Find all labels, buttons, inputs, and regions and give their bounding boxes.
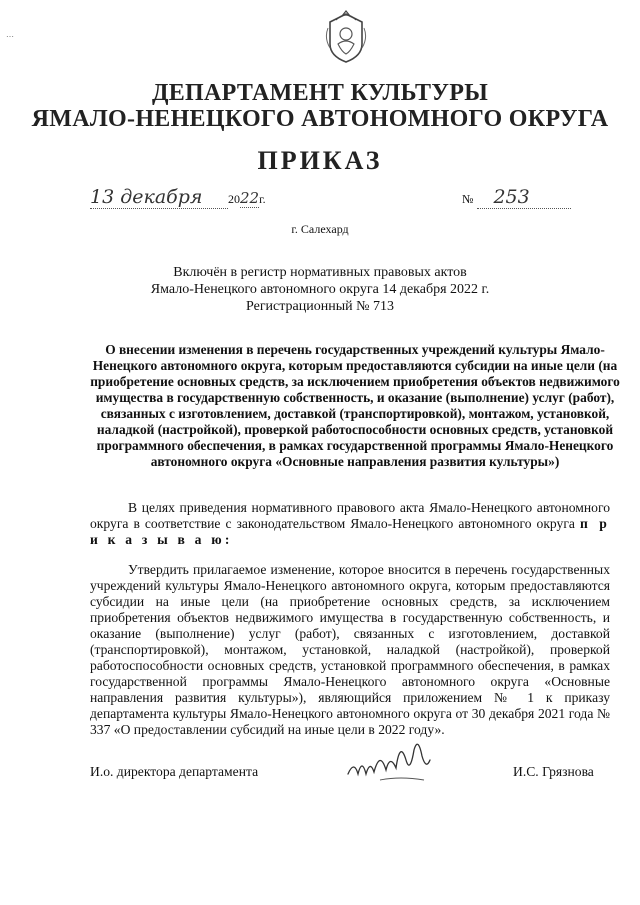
margin-mark: … [6,30,14,39]
number-handwritten: 253 [477,186,571,209]
registration-line-2: Ямало-Ненецкого автономного округа 14 декабря 2022 г. [150,282,490,297]
year-suffix: г. [259,192,266,206]
date-handwritten: 13 декабря [90,186,228,209]
main-paragraph: Утвердить прилагаемое изменение, которое вносится в перечень государственных учреждений культуры Ямало-Ненецкого автономного округа, которым предоставляются субсидии на иные цели (на приобретение основных средств, за исключением приобретения объектов недвижимого имущества в государственную собственность, и оказание (выполнение) услуг (работ), связанных с изготовлением, доставкой (транспортировкой), монтажом, установкой, наладкой (настройкой), проверкой работоспособности основных средств, установкой программного обеспечения, в рамках государственной программы Ямало-Ненецкого автономного округа «Основные направления развития культуры»), являющийся приложением № 1 к приказу департамента культуры Ямало-Ненецкого автономного округа от 30 декабря 2021 года № 337 «О предоставлении субсидий на иные цели в 2022 году». [90,562,610,737]
order-word: п р и к а з ы в а ю: [90,516,610,547]
city: г. Салехард [291,222,349,236]
preamble-text: В целях приведения нормативного правового акта Ямало-Ненецкого автономного округа в соответствие с законодательством Ямало-Ненецкого автономного округа [90,500,610,531]
date-line [90,186,266,209]
order-subject: О внесении изменения в перечень государственных учреждений культуры Ямало-Ненецкого автономного округа, которым предоставляются субсидии на иные цели (на приобретение основных средств, за исключением приобретения объектов недвижимого имущества в государственную собственность, и оказание (выполнение) услуг (работ), связанных с изготовлением, доставкой (транспортировкой), монтажом, установкой, наладкой (настройкой), проверкой работоспособности основных средств, установкой программного обеспечения, в рамках государственной программы Ямало-Ненецкого автономного округа «Основные направления развития культуры») [90,342,620,469]
document-type-title: ПРИКАЗ [257,146,383,175]
number-label: № [462,192,474,206]
signatory-name: И.С. Грязнова [513,764,594,779]
handwritten-signature [340,730,440,790]
registration-line-1: Включён в регистр нормативных правовых актов [173,265,467,280]
department-line-1: ДЕПАРТАМЕНТ КУЛЬТУРЫ [151,80,489,106]
year-handwritten: 22 [240,189,260,207]
registration-line-3: Регистрационный № 713 [246,299,394,314]
coat-of-arms-icon [324,8,368,64]
year-prefix: 20 [228,192,240,206]
number-line [462,186,571,209]
preamble-paragraph [90,500,610,548]
department-line-2: ЯМАЛО-НЕНЕЦКОГО АВТОНОМНОГО ОКРУГА [31,106,609,132]
signatory-position: И.о. директора департамента [90,764,259,779]
